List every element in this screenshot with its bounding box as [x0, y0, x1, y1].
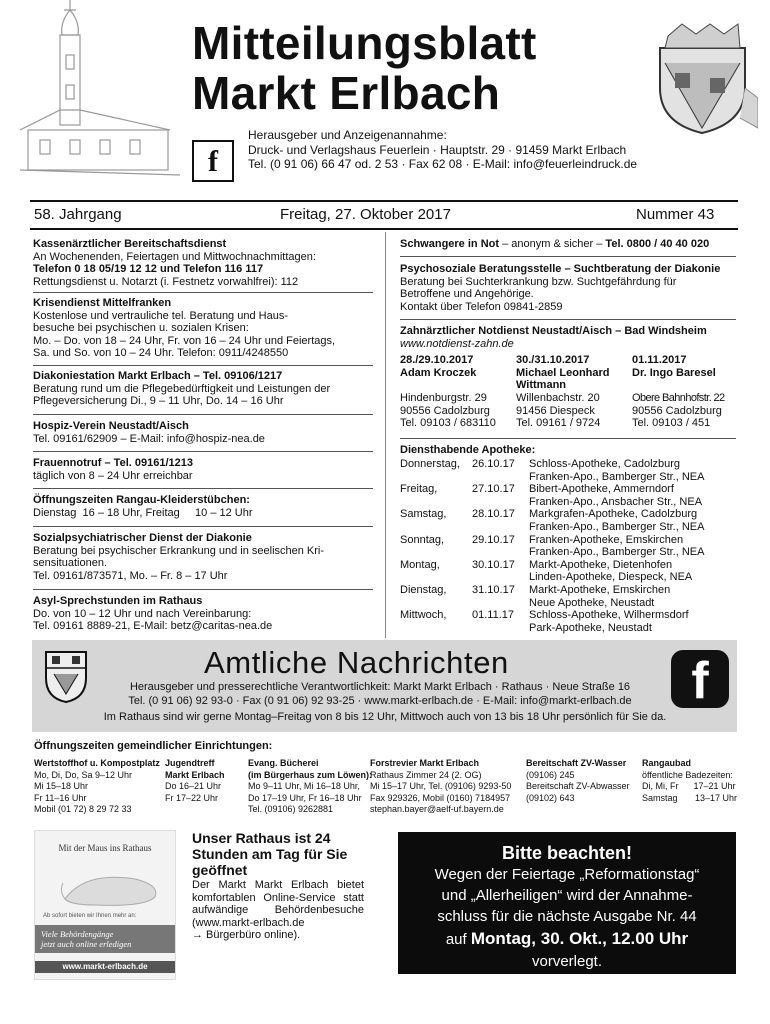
- apotheke-names: Markt-Apotheke, Emskirchen Neue Apotheke, Neustadt: [529, 583, 671, 609]
- section-heading: Diensthabende Apotheke:: [400, 444, 536, 456]
- municipal-coat-of-arms-icon: [42, 648, 90, 704]
- separator: [33, 414, 373, 415]
- apotheke-names: Schloss-Apotheke, Cadolzburg Franken-Apo., Bamberger Str., NEA: [529, 458, 705, 483]
- maus-slogan: Viele Behördengänge jetzt auch online erledigen: [35, 925, 175, 953]
- apotheke-day: Mittwoch,: [400, 609, 447, 622]
- section-heading: Asyl-Sprechstunden im Rathaus: [33, 595, 203, 607]
- table-row: [400, 508, 735, 533]
- notice-line3: schluss für die nächste Ausgabe Nr. 44: [437, 908, 697, 925]
- section-text: – anonym & sicher –: [499, 238, 606, 250]
- section-line: Betroffene und Angehörige.: [400, 288, 534, 301]
- issue-volume: 58. Jahrgang: [34, 206, 122, 223]
- apotheke-date: 27.10.17: [472, 483, 515, 496]
- notice-line1: Wegen der Feiertage „Reformationstag“: [434, 866, 700, 883]
- section-asyl: [33, 595, 373, 633]
- section-line: Mo. – Do. von 18 – 24 Uhr, Fr. von 16 – 24 Uhr und Feiertags,: [33, 334, 336, 347]
- zahnarzt-table: [400, 354, 736, 430]
- header-rule-top: [30, 200, 738, 202]
- zahnarzt-name2: [400, 379, 516, 392]
- section-heading: Psychosoziale Beratungsstelle – Suchtberatung der Diakonie: [400, 263, 721, 275]
- oeffnung-col-heading: Jugendtreff: [165, 758, 215, 768]
- zahnarzt-date: 01.11.2017: [632, 354, 687, 367]
- zahnarzt-name: Michael Leonhard: [516, 366, 610, 379]
- zahnarzt-col: [632, 354, 736, 430]
- zahnarzt-col: [400, 354, 516, 430]
- oeffnung-col: Wertstoffhof u. Kompostplatz Mo, Di, Do, Sa 9–12 Uhr Mi 15–18 Uhr Fr 11–16 Uhr Mobil (01 72) 8 29 72 33: [34, 758, 160, 814]
- zahnarzt-street: Willenbachstr. 20: [516, 391, 600, 404]
- apotheke-date: 26.10.17: [472, 458, 515, 470]
- zahnarzt-name2: Wittmann: [516, 379, 567, 392]
- section-heading: Kassenärztlicher Bereitschaftsdienst: [33, 238, 227, 250]
- publisher-line1: Herausgeber und Anzeigenannahme:: [248, 128, 447, 142]
- header-rule-bottom: [30, 228, 738, 230]
- section-line: Do. von 10 – 12 Uhr und nach Vereinbarung:: [33, 607, 252, 620]
- section-diakonie: [33, 370, 373, 408]
- section-heading: Frauennotruf – Tel. 09161/1213: [33, 457, 193, 469]
- section-line: Pflegeversicherung Di., 9 – 11 Uhr, Do. 14 – 16 Uhr: [33, 395, 284, 408]
- column-divider: [385, 232, 386, 638]
- oeffnung-col-heading: Evang. Bücherei: [248, 758, 319, 768]
- section-heading: Öffnungszeiten Rangau-Kleiderstübchen:: [33, 494, 250, 506]
- section-sozialpsychiatrie: [33, 532, 373, 582]
- section-krisendienst: [33, 297, 373, 360]
- separator: [400, 438, 736, 439]
- section-url[interactable]: www.notdienst-zahn.de: [400, 337, 514, 350]
- section-kassenarzt: [33, 238, 373, 288]
- oeffnung-heading: Öffnungszeiten gemeindlicher Einrichtungen:: [34, 740, 273, 752]
- section-line: Dienstag 16 – 18 Uhr, Freitag 10 – 12 Uhr: [33, 506, 253, 519]
- mouse-icon: [55, 861, 165, 911]
- section-kleiderstuebchen: [33, 494, 373, 519]
- newspaper-title-line1: Mitteilungsblatt: [192, 17, 537, 69]
- table-row: [400, 534, 735, 559]
- apotheke-day: Freitag,: [400, 483, 438, 496]
- coat-of-arms-icon: [640, 18, 758, 136]
- oeffnung-col-heading: Wertstoffhof u. Kompostplatz: [34, 758, 160, 768]
- apotheke-day: Sonntag,: [400, 533, 445, 546]
- section-heading: Hospiz-Verein Neustadt/Aisch: [33, 420, 189, 432]
- section-line: Beratung bei psychischer Erkrankung und in seelischen Kri-: [33, 544, 325, 557]
- amtliche-line2: Tel. (0 91 06) 92 93-0 · Fax (0 91 06) 92 93-25 · www.markt-erlbach.de · E-Mail: info@markt-erlbach.de: [128, 695, 632, 707]
- separator: [33, 292, 373, 293]
- section-heading: Schwangere in Not: [400, 238, 500, 250]
- table-row: [400, 483, 735, 508]
- amtliche-title: Amtliche Nachrichten: [204, 645, 509, 680]
- zahnarzt-city: 91456 Diespeck: [516, 404, 595, 417]
- oeffnung-col: Forstrevier Markt Erlbach Rathaus Zimmer 24 (2. OG) Mi 15–17 Uhr, Tel. (09106) 9293-50 Fax 929326, Mobil (0160) 7184957 stephan.bayer@aelf-uf.bayern.de: [370, 758, 512, 814]
- section-hospiz: [33, 420, 373, 445]
- publisher-info: [248, 128, 637, 172]
- section-psychosozial: [400, 263, 736, 313]
- separator: [400, 319, 736, 320]
- issue-date: Freitag, 27. Oktober 2017: [280, 206, 451, 223]
- apotheke-day: Samstag,: [400, 508, 447, 521]
- zahnarzt-name: Dr. Ingo Baresel: [632, 366, 716, 379]
- amtliche-line1: Herausgeber und presserechtliche Verantwortlichkeit: Markt Markt Erlbach · Rathaus · Neue Straße 16: [129, 681, 631, 693]
- facebook-icon[interactable]: f: [671, 650, 729, 708]
- svg-text:f: f: [208, 145, 218, 178]
- zahnarzt-street: Obere Bahnhofstr. 22: [632, 391, 725, 404]
- table-row: [400, 458, 735, 483]
- apotheke-date: 31.10.17: [472, 583, 515, 596]
- section-line: Beratung rund um die Pflegebedürftigkeit und Leistungen der: [33, 382, 331, 395]
- section-line: Kontakt über Telefon 09841-2859: [400, 300, 563, 313]
- section-line: sensituationen.: [33, 557, 107, 570]
- zahnarzt-tel: Tel. 09161 / 9724: [516, 417, 601, 430]
- zahnarzt-tel: Tel. 09103 / 451: [632, 417, 711, 430]
- oeffnung-col: Bereitschaft ZV-Wasser (09106) 245 Bereitschaft ZV-Abwasser (09102) 643: [526, 758, 630, 803]
- section-tail: Sa. und So. von 10 – 24 Uhr. Telefon: 0911/4248550: [33, 347, 289, 360]
- notice-date-line: auf Montag, 30. Okt., 12.00 Uhr: [445, 929, 689, 948]
- publisher-line2: Druck- und Verlagshaus Feuerlein · Hauptstr. 29 · 91459 Markt Erlbach: [248, 142, 627, 157]
- section-tail: Rettungsdienst u. Notarzt (i. Festnetz vorwahlfrei): 112: [33, 275, 299, 288]
- zahnarzt-date: 30./31.10.2017: [516, 354, 590, 367]
- zahnarzt-name2: [632, 379, 736, 392]
- section-line: besuche bei psychischen u. sozialen Krisen:: [33, 322, 249, 335]
- publisher-logo-icon: [192, 140, 234, 182]
- apotheke-date: 28.10.17: [472, 508, 515, 521]
- apotheke-names: Markgrafen-Apotheke, Cadolzburg Franken-Apo., Bamberger Str., NEA: [529, 508, 705, 533]
- section-line: Tel. 09161/873571, Mo. – Fr. 8 – 17 Uhr: [33, 569, 228, 582]
- maus-small-text: Ab sofort bieten wir Ihnen mehr an:: [43, 913, 137, 919]
- section-line: Tel. 09161 8889-21, E-Mail: betz@caritas-nea.de: [33, 620, 273, 633]
- section-phone: Tel. 0800 / 40 40 020: [605, 238, 710, 250]
- apotheke-names: Franken-Apotheke, Emskirchen Franken-Apo., Bamberger Str., NEA: [529, 533, 705, 559]
- section-line: An Wochenenden, Feiertagen und Mittwochnachmittagen:: [33, 250, 316, 263]
- separator: [33, 451, 373, 452]
- issue-number: Nummer 43: [636, 206, 715, 223]
- notice-title: Bitte beachten!: [501, 843, 633, 863]
- zahnarzt-tel: Tel. 09103 / 683110: [400, 417, 496, 430]
- oeffnung-col-heading: Forstrevier Markt Erlbach: [370, 758, 480, 768]
- section-bold-line: Telefon 0 18 05/19 12 12 und Telefon 116 117: [33, 263, 264, 276]
- separator: [33, 589, 373, 590]
- zahnarzt-date: 28./29.10.2017: [400, 354, 474, 367]
- notice-box: [398, 832, 736, 974]
- apotheke-names: Markt-Apotheke, Dietenhofen Linden-Apotheke, Diespeck, NEA: [529, 558, 693, 584]
- section-heading: Sozialpsychiatrischer Dienst der Diakonie: [33, 532, 252, 544]
- section-zahnarzt: [400, 325, 736, 430]
- apotheken-table: [400, 458, 735, 634]
- apotheke-day: Dienstag,: [400, 583, 447, 596]
- rathaus-text: Der Markt Markt Erlbach bietet komfortablen Online-Service statt aufwändige Behördenbesuche (www.markt-erlbach.de → Bürgerbüro online).: [192, 879, 364, 942]
- zahnarzt-street: Hindenburgstr. 29: [400, 391, 487, 404]
- zahnarzt-city: 90556 Cadolzburg: [632, 404, 722, 417]
- separator: [33, 488, 373, 489]
- oeffnung-col-heading: Rangaubad: [642, 758, 692, 768]
- oeffnung-col: Evang. Bücherei (im Bürgerhaus zum Löwen): Mo 9–11 Uhr, Mi 16–18 Uhr, Do 17–19 Uhr, Fr 16–18 Uhr Tel. (09106) 9262881: [248, 758, 373, 814]
- table-row: [400, 609, 735, 634]
- zahnarzt-col: [516, 354, 632, 430]
- section-frauennotruf: [33, 457, 373, 482]
- separator: [400, 256, 736, 257]
- separator: [33, 365, 373, 366]
- church-illustration: [20, 0, 190, 195]
- maus-url[interactable]: www.markt-erlbach.de: [35, 961, 175, 973]
- apotheke-day: Donnerstag,: [400, 458, 460, 470]
- zahnarzt-city: 90556 Cadolzburg: [400, 404, 490, 417]
- rathaus-heading: Unser Rathaus ist 24 Stunden am Tag für Sie geöffnet: [192, 830, 348, 878]
- section-line: Kostenlose und vertrauliche tel. Beratung und Haus-: [33, 309, 288, 322]
- amtliche-line3: Im Rathaus sind wir gerne Montag–Freitag von 8 bis 12 Uhr, Mittwoch auch von 13 bis 18 Uhr persönlich für Sie da.: [103, 711, 667, 723]
- table-row: [400, 559, 735, 584]
- apotheke-date: 01.11.17: [472, 609, 515, 622]
- section-line: Beratung bei Suchterkrankung bzw. Suchtgefährdung für: [400, 275, 677, 288]
- newspaper-title-line2: Markt Erlbach: [192, 67, 501, 119]
- apotheke-date: 29.10.17: [472, 533, 515, 546]
- oeffnung-col: Jugendtreff Markt Erlbach Do 16–21 Uhr Fr 17–22 Uhr: [165, 758, 225, 803]
- section-heading: Diakoniestation Markt Erlbach – Tel. 09106/1217: [33, 370, 283, 382]
- separator: [33, 526, 373, 527]
- apotheke-names: Bibert-Apotheke, Ammerndorf Franken-Apo., Ansbacher Str., NEA: [529, 483, 703, 508]
- notice-line5: vorverlegt.: [531, 953, 603, 970]
- section-heading: Zahnärztlicher Notdienst Neustadt/Aisch – Bad Windsheim: [400, 325, 707, 337]
- notice-line2: und „Allerheiligen“ wird der Annahme-: [441, 887, 693, 904]
- maus-title: Mit der Maus ins Rathaus: [58, 843, 152, 853]
- oeffnung-col: Rangaubad öffentliche Badezeiten: Di, Mi, Fr 17–21 Uhr Samstag 13–17 Uhr: [642, 758, 738, 803]
- maus-ins-rathaus-ad: [34, 830, 176, 980]
- table-row: [400, 584, 735, 609]
- oeffnung-col-heading: Bereitschaft ZV-Wasser: [526, 758, 627, 768]
- section-line: täglich von 8 – 24 Uhr erreichbar: [33, 469, 193, 482]
- publisher-line3: Tel. (0 91 06) 66 47 od. 2 53 · Fax 62 08 · E-Mail: info@feuerleindruck.de: [248, 157, 638, 171]
- apotheke-names: Schloss-Apotheke, Wilhermsdorf Park-Apotheke, Neustadt: [529, 609, 689, 634]
- apotheke-day: Montag,: [400, 558, 440, 571]
- section-heading: Krisendienst Mittelfranken: [33, 297, 172, 309]
- section-schwangere: [400, 238, 740, 251]
- section-line: Tel. 09161/62909 – E-Mail: info@hospiz-nea.de: [33, 432, 265, 445]
- apotheke-date: 30.10.17: [472, 558, 515, 571]
- zahnarzt-name: Adam Kroczek: [400, 366, 477, 379]
- section-apotheken-heading: [400, 444, 736, 457]
